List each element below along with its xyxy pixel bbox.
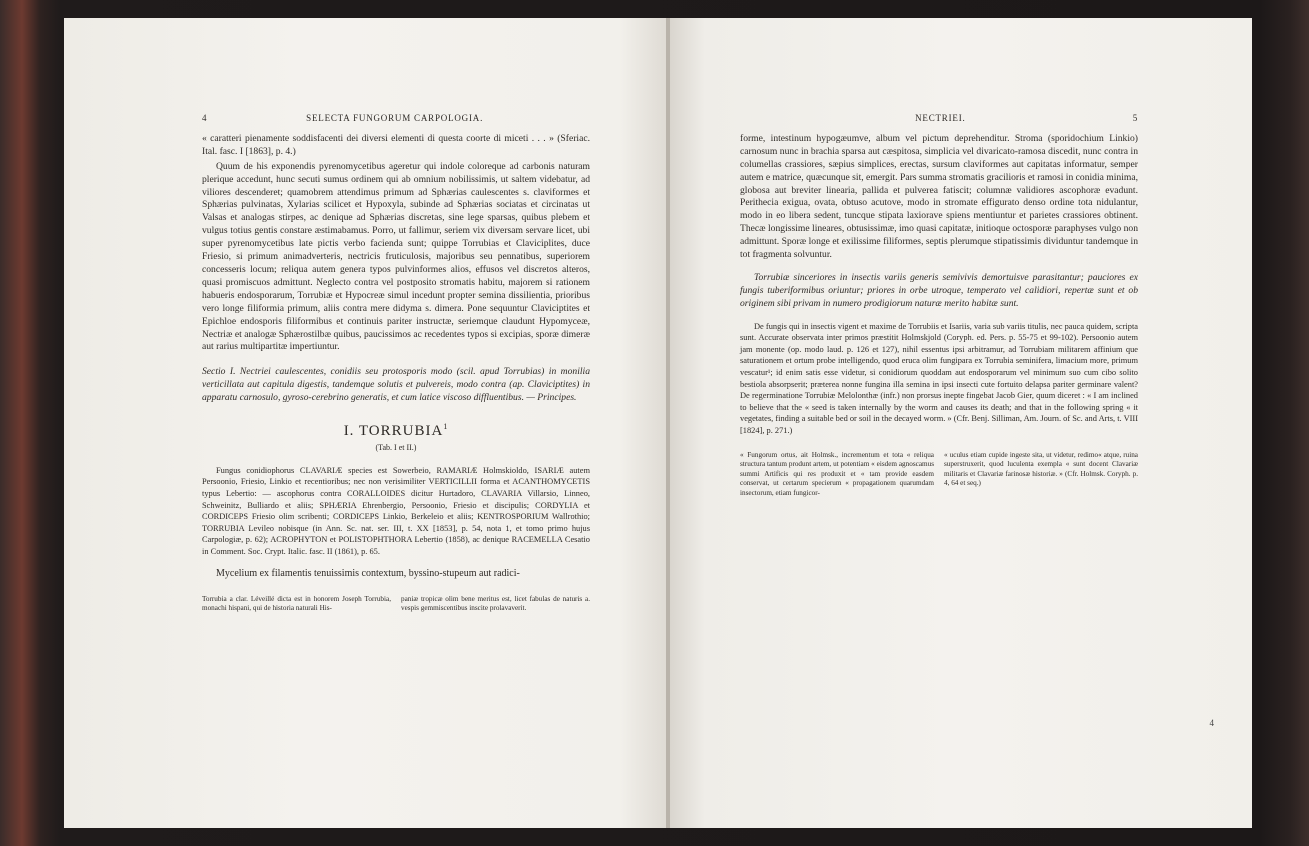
sectio-heading: Sectio I. Nectriei caulescentes, conidiis seu protosporis modo (scil. apud Torrubias) in monilia verticillata aut capitula digestis, tandemque solutis et pulvereis, modo contra (ap. Claviciptites) in apparatu carnosulo, gyroso-cerebrino generatis, et cum latice viscoso diffluentibus. — Principes. [202, 366, 590, 404]
right-running-title: NECTRIEI. [915, 113, 966, 123]
chapter-note-marker: 1 [443, 422, 449, 432]
left-footnote-1: Torrubia a clar. Léveillé dicta est in honorem Joseph Torrubia, monachi hispani, qui de historia naturali His- [202, 594, 391, 613]
right-footnotes [740, 451, 1138, 499]
synonymy-paragraph: Fungus conidiophorus CLAVARIÆ species est Sowerbeio, RAMARIÆ Holmskioldo, ISARIÆ autem Persoonio, Friesio, Linkio et recentioribus; nec non verisimiliter VERTICILLII forma et ACANTHOMYCETIS typus Lebertio: — ascophorus contra CORALLOIDES dicitur Hurtadoro, CLAVARIA Villarsio, Linneo, Schweinitz, Bulliardo et aliis; SPHÆRIA Ehrenbergio, Persoonio, Friesio et discipulis; CORDYLIA et CORDICEPS Friesio olim scribenti; CORDICEPS Linkio, Berkeleio et aliis; KENTROSPORIUM Wallrothio; TORRUBIA Levileo nobisque (in Ann. Sc. nat. ser. III, t. XX [1853], p. 54, nota 1, et tomo primo hujus Carpologiæ, p. 62); ACROPHYTON et POLISTOPHTHORA Lebertio (1858), ac denique RACEMELLA Cesatio in Comment. Soc. Crypt. Italic. fasc. II (1861), p. 65. [202, 465, 590, 556]
left-running-head [202, 112, 590, 125]
right-page-number: 5 [1132, 113, 1138, 123]
right-paragraph-1: forme, intestinum hypogæumve, album vel pictum deprehenditur. Stroma (sporidochium Linkio) carnosum nunc in brachia sparsa aut cæspitosa, simplicia vel divaricato-ramosa discedit, nunc contra in columellas crassiores, sæpius simplices, erectas, sursum claviformes aut capitatas informatur, semper autem e matrice, quæcunque sit, emergit. Pars summa stromatis gracilioris et ramosi in conidia minima, globosa aut breviter linearia, pallida et pulverea fatiscit; columnæ validiores ascophoræ evadunt. Perithecia exigua, ovata, obtuso acutove, modo in stromate effigurato denso ordine tota nidulantur, modo in eo libera sedent, tuncque stipata laxiorave spiens mentiuntur et parietes crassiores obtinent. Thecæ longissime lineares, obtusissimæ, imo quasi capitatæ, initioque octosporæ paraphyses vulgo non admittunt. Sporæ longe et exilissime filiformes, septis plerumque stipatissimis dividuntur tandemque in tot fragmenta solvuntur. [740, 132, 1138, 261]
left-page-number: 4 [202, 113, 208, 123]
right-page-content [740, 112, 1138, 499]
left-paragraph-1: « caratteri pienamente soddisfacenti dei diversi elementi di questa coorte di miceti . . . » (Sferiac. Ital. fasc. I [1863], p. 4.) [202, 132, 590, 157]
left-running-title: SELECTA FUNGORUM CARPOLOGIA. [306, 113, 484, 123]
right-page [670, 18, 1252, 828]
right-paragraph-2: Torrubiæ sinceriores in insectis variis generis semivivis demortuisve parasitantur; pauciores ex fungis tuberiformibus oriuntur; priores in orbe utroque, temperato vel calidiori, repertæ sunt et ob originem sibi privam in numero prodigiorum naturæ merito habitæ sunt. [740, 271, 1138, 309]
right-footnote-2: « uculus etiam cupide ingeste sita, ut videtur, redimo« atque, ruina superstruxerit, quod luculenta exempla « sunt docent Clavariæ militaris et Clavariæ farinosæ historiæ. » (Cfr. Holmsk. Coryph. p. 4, 64 et seq.) [944, 450, 1138, 488]
right-footnote-1: « Fungorum ortus, ait Holmsk., incrementum et tota « reliqua structura tantum produnt artem, ut potentiam « eisdem agnoscamus summi Artificis qui res produxit et « tam provide easdem conservat, ut certarum specierum « propagationem quarumdam insectorum, etiam fungicor- [740, 450, 934, 497]
chapter-title-text: I. TORRUBIA [343, 423, 444, 440]
chapter-title [202, 421, 590, 438]
mycelium-paragraph: Mycelium ex filamentis tenuissimis contextum, byssino-stupeum aut radici- [216, 567, 520, 579]
tabula-reference: (Tab. I et II.) [375, 442, 417, 452]
left-page-content [202, 112, 590, 614]
right-running-head [740, 112, 1138, 125]
library-mark: 4 [1209, 718, 1214, 728]
left-footnotes [202, 595, 590, 614]
left-page [64, 18, 668, 828]
right-paragraph-3: De fungis qui in insectis vigent et maxime de Torrubiis et Isariis, varia sub variis titulis, nec pauca quidem, scripta sunt. Accurate observata inter primos præstitit Holmskjold (Coryph. ed. Pers. p. 55-75 et 99-102). Persoonio autem jam monente (op. modo laud. p. 126 et 127), nihil essentus ipsi arbitramur, ad Torrubiam militarem affinium que saturationem et ortum probe intelligendo, quod eruca olim fungipara ex Torrubia seminifera, limacium more, primum vescatur¹; id enim satis esse videtur, si conidiorum quoddam aut endosporarum vel minimum suo cum cibo solito bestiola absorpserit; præterea nonne fungina illa semina in ipsi insecti cute fortuito delapsa pariter germinare valent? De regerminatione Torrubiæ Melolonthæ (infr.) non prorsus inepte fingebat Jacob Gier, quum diceret : « I am inclined to believe that the « seed is taken internally by the worm and causes its death; and that in the following spring « it vegetates, finding a suitable bed or soil in the decayed worm. » (Cfr. Benj. Silliman, Am. Journ. of Sc. and Arts, t. VIII [1824], p. 271.) [740, 321, 1138, 436]
left-footnote-2: paniæ tropicæ olim bene meritus est, licet fabulas de naturis a. vespis gemmiscentibus inscite prolavaverit. [401, 594, 590, 613]
left-paragraph-2: Quum de his exponendis pyrenomycetibus ageretur qui indole coloreque ad carbonis naturam plerique accedunt, hunc secuti sumus ordinem qui ab omnium nobilissimis, ut saltem videbatur, ad viliores descenderet; quamobrem attendimus primum ad Sphærias caulescentes s. claviformes et Sphærias pulvinatas, Xylarias scilicet et Hypoxyla, subinde ad Sphærias sociatas et circinatas ut Valsas et analogas stirpes, ac denique ad Sphærias discretas, sine lege sparsas, quibus plebem et vulgus totius gentis constare æstimabamus. Porro, ut fallimur, seriem vix diversam servare licet, ubi super pyrenomycetibus late pictis verbo facienda sunt; quippe Torrubias et Claviciplites, duce Friesio, si primum animadverteris, nectricis fruticulosis, majoribus seu pennatibus, superiorem concesseris locum; reliqua autem genera typos pulvinformes alios, effusos vel discretos alteros, quasi promiscuos admittunt. Neglecto contra vel postposito stromatis habitu, majorem si rationem habueris endosporarum, Torrubiæ et Hypocreæ simul incedunt propter semina dissilientia, prioribus vero longe filiformia primum, aliis contra mere didyma s. dimera. Pone sequuntur Claviciptites et Epichloe endosporis filiformibus et continuis pariter instructæ, seriemque claudunt Hypomyceæ, Nectriæ et analogæ Sphærostilbæ quibus, paucissimos ac recedentes typos si excipias, sporæ dimeræ aut rarius multipartitæ impertiuntur. [202, 160, 590, 353]
